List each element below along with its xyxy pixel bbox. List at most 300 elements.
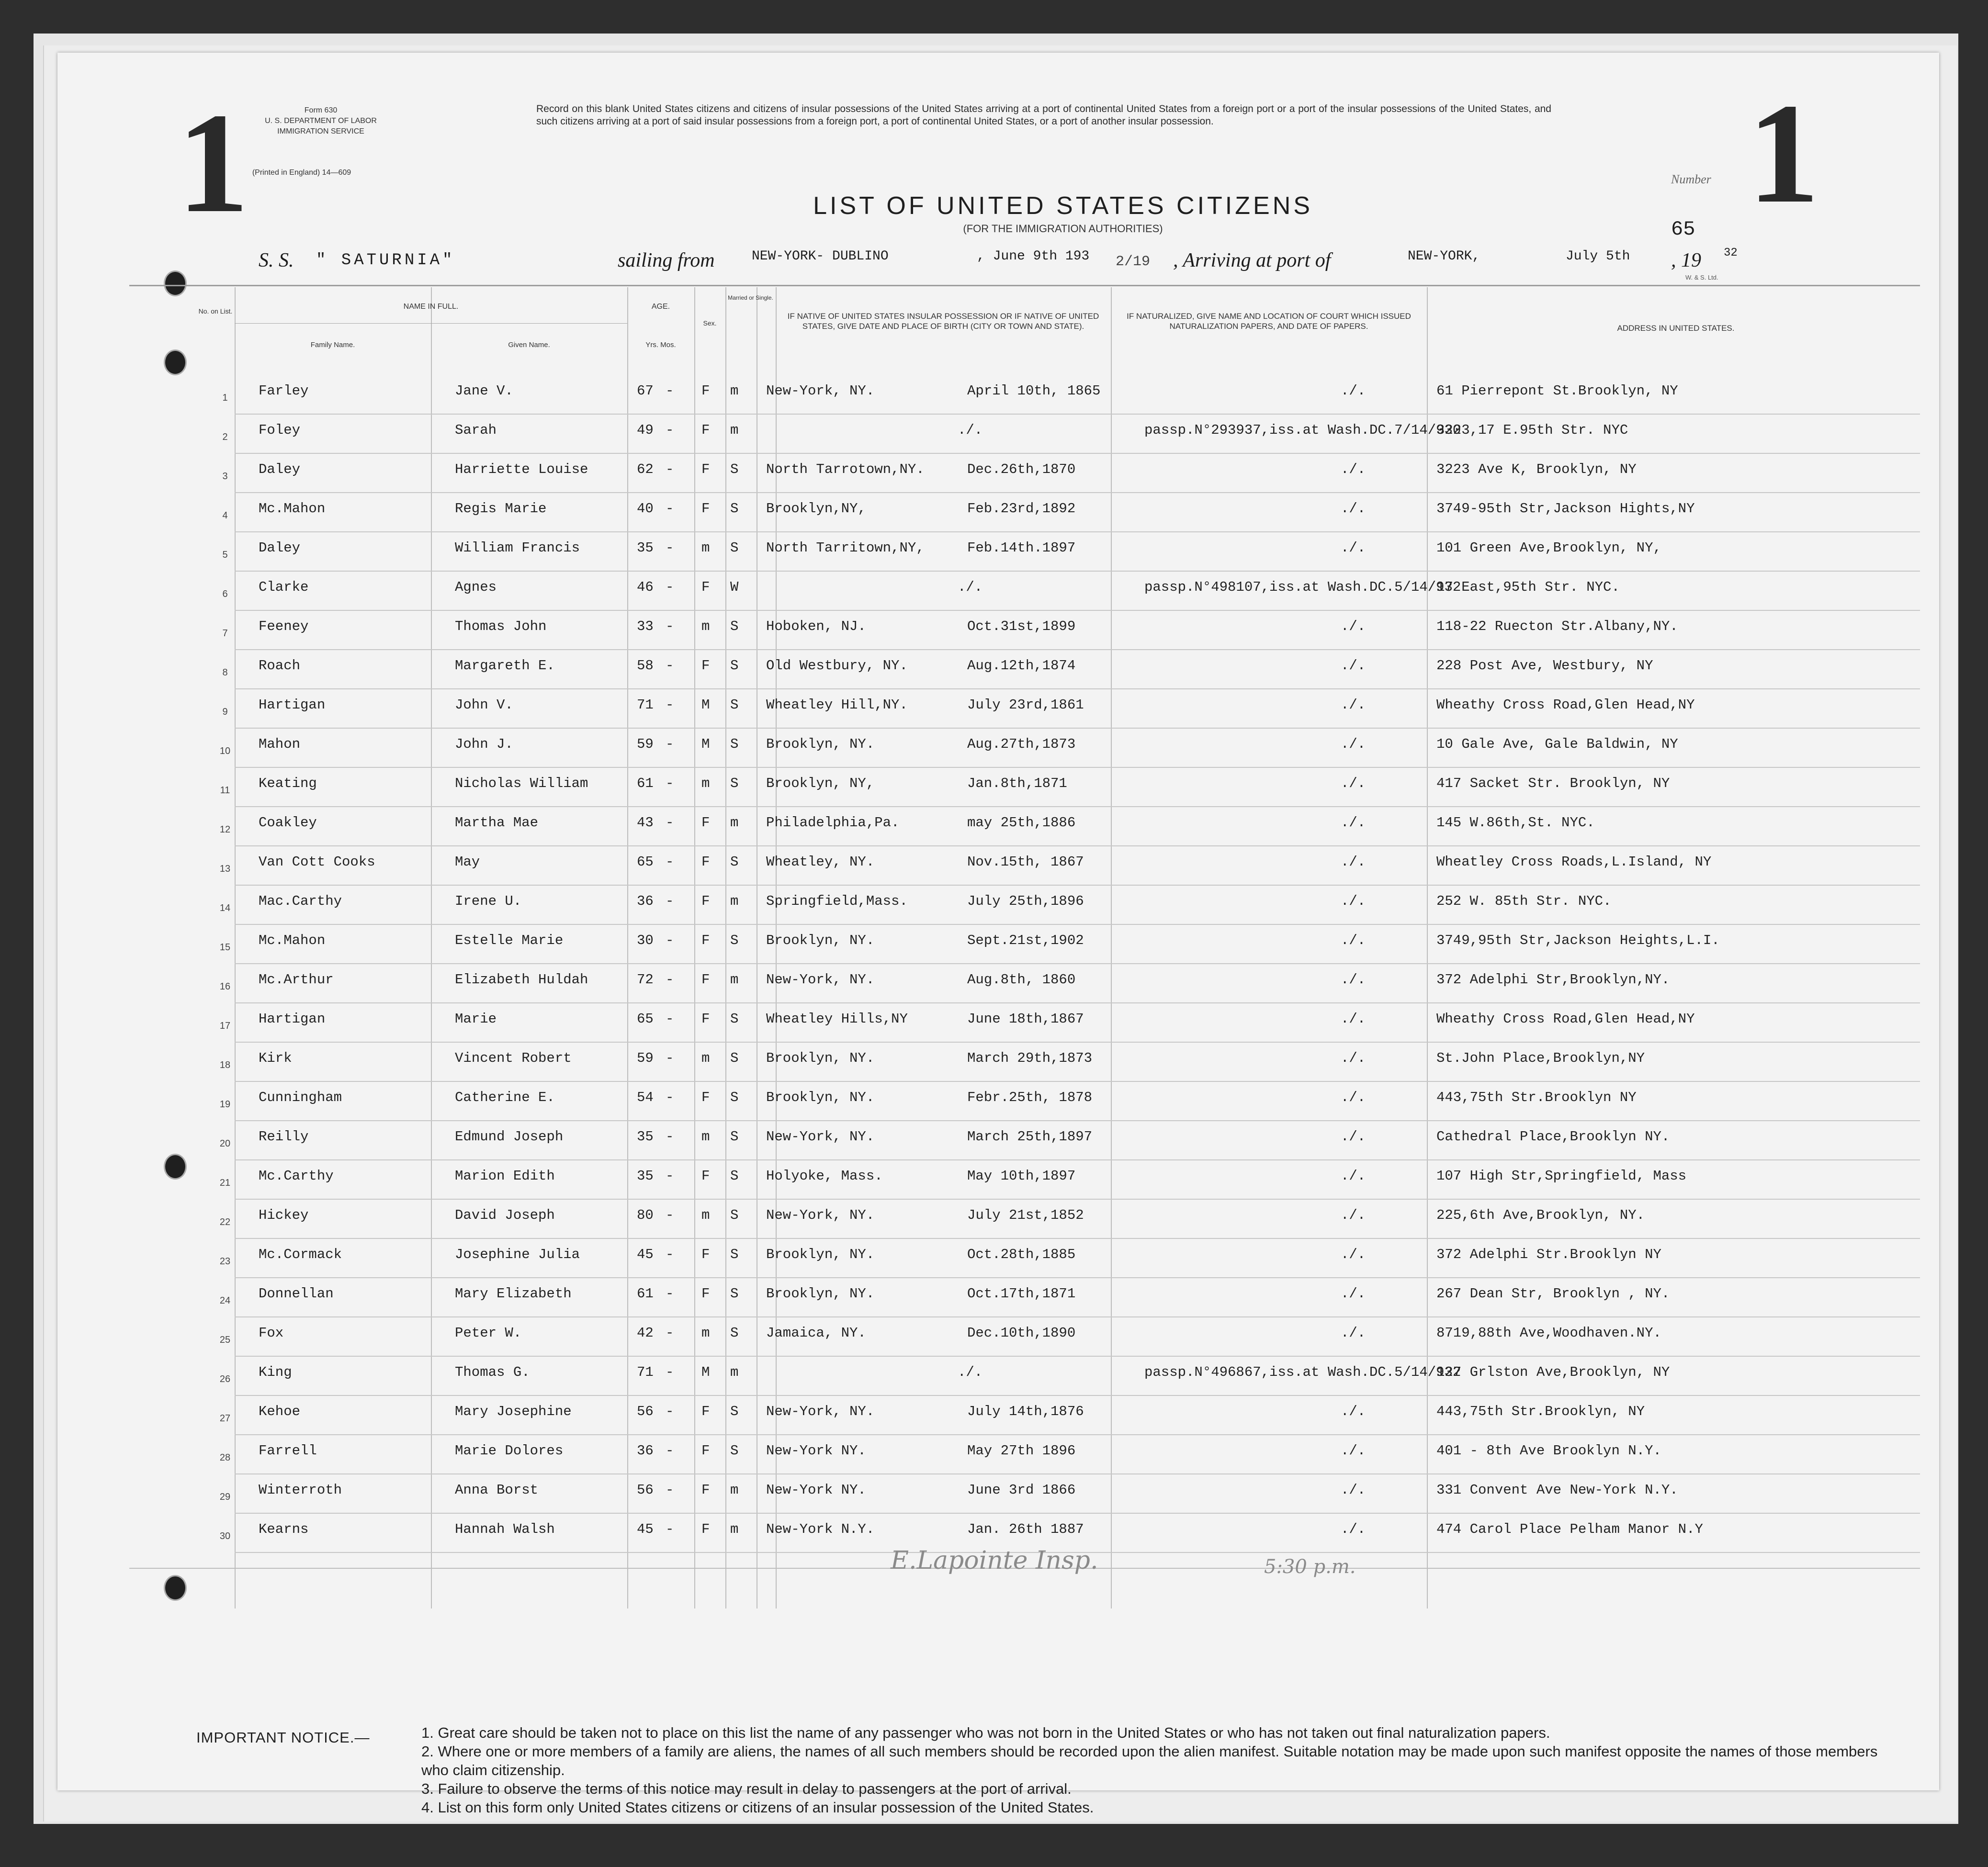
row-rule (235, 963, 1920, 964)
table-row (57, 574, 1939, 611)
cell-given: Estelle Marie (455, 933, 564, 948)
year-label: , 19 (1671, 249, 1701, 271)
cell-age: 62 (637, 461, 654, 477)
cell-family: Hartigan (259, 1011, 326, 1027)
cell-addr: 3223 Ave K, Brooklyn, NY (1436, 461, 1637, 477)
cell-nat: ./. (1341, 461, 1366, 477)
cell-sex: F (701, 815, 710, 831)
cell-ms: S (730, 1207, 739, 1223)
cell-ms: m (730, 893, 739, 909)
cell-nat: ./. (1341, 1286, 1366, 1302)
row-rule (235, 531, 1920, 532)
row-number: 9 (222, 707, 228, 717)
cell-mos: - (666, 658, 674, 674)
header-yrs-mos: Yrs. Mos. (645, 341, 676, 349)
cell-age: 71 (637, 1364, 654, 1380)
cell-date: Nov.15th, 1867 (967, 854, 1084, 870)
row-rule (235, 610, 1920, 611)
sailing-from: NEW-YORK- DUBLINO (752, 249, 889, 264)
row-rule (235, 1356, 1920, 1357)
cell-ms: S (730, 1325, 739, 1341)
cell-addr: 118-22 Ruecton Str.Albany,NY. (1436, 619, 1678, 634)
cell-place: Philadelphia,Pa. (766, 815, 900, 831)
cell-nat: ./. (1341, 1521, 1366, 1537)
header-given: Given Name. (508, 341, 550, 349)
cell-given: Anna Borst (455, 1482, 539, 1498)
cell-place: Holyoke, Mass. (766, 1168, 883, 1184)
cell-place: Brooklyn, NY. (766, 1286, 875, 1302)
cell-date: July 25th,1896 (967, 893, 1084, 909)
cell-date: Oct.28th,1885 (967, 1247, 1076, 1262)
cell-addr: 252 W. 85th Str. NYC. (1436, 893, 1612, 909)
row-rule (235, 1002, 1920, 1003)
table-row (57, 1085, 1939, 1121)
cell-given: Mary Elizabeth (455, 1286, 572, 1302)
cell-nat: ./. (1341, 1404, 1366, 1419)
cell-addr: 107 High Str,Springfield, Mass (1436, 1168, 1687, 1184)
cell-date: July 21st,1852 (967, 1207, 1084, 1223)
cell-place: New-York, NY. (766, 1404, 875, 1419)
cell-family: Mac.Carthy (259, 893, 342, 909)
table-row (57, 889, 1939, 925)
cell-family: Foley (259, 422, 301, 438)
cell-ms: S (730, 776, 739, 791)
cell-given: Hannah Walsh (455, 1521, 555, 1537)
page-subtitle: (FOR THE IMMIGRATION AUTHORITIES) (963, 223, 1163, 235)
row-rule (235, 1159, 1920, 1160)
cell-place: Jamaica, NY. (766, 1325, 866, 1341)
cell-addr: Wheathy Cross Road,Glen Head,NY (1436, 1011, 1695, 1027)
table-row (57, 1046, 1939, 1082)
cell-nat: ./. (1341, 501, 1366, 517)
cell-given: Jane V. (455, 383, 513, 399)
cell-mos: - (666, 1050, 674, 1066)
arrival-port: NEW-YORK, (1408, 249, 1480, 264)
row-number: 4 (222, 510, 228, 521)
row-number: 14 (219, 903, 231, 913)
cell-ms: S (730, 1443, 739, 1459)
row-number: 17 (219, 1021, 231, 1031)
table-row (57, 1281, 1939, 1317)
cell-date: March 25th,1897 (967, 1129, 1093, 1145)
cell-given: John V. (455, 697, 513, 713)
cell-family: Mc.Cormack (259, 1247, 342, 1262)
printer-mark: W. & S. Ltd. (1685, 274, 1718, 281)
cell-given: Vincent Robert (455, 1050, 572, 1066)
manifest-page (57, 53, 1939, 1816)
cell-sex: F (701, 1090, 710, 1105)
cell-family: Cunningham (259, 1090, 342, 1105)
cell-mos: - (666, 1168, 674, 1184)
cell-mos: - (666, 1521, 674, 1537)
row-number: 25 (219, 1335, 231, 1345)
cell-age: 45 (637, 1521, 654, 1537)
cell-place: Brooklyn, NY. (766, 1090, 875, 1105)
cell-date: Aug.27th,1873 (967, 736, 1076, 752)
cell-addr: 417 Sacket Str. Brooklyn, NY (1436, 776, 1670, 791)
cell-family: Farley (259, 383, 309, 399)
cell-mos: - (666, 1207, 674, 1223)
cell-sex: F (701, 933, 710, 948)
cell-sex: F (701, 1168, 710, 1184)
page-title: LIST OF UNITED STATES CITIZENS (813, 192, 1313, 220)
cell-date: ./. (958, 422, 983, 438)
cell-sex: m (701, 1050, 710, 1066)
cell-addr: 127 Grlston Ave,Brooklyn, NY (1436, 1364, 1670, 1380)
cell-given: John J. (455, 736, 513, 752)
table-row (57, 614, 1939, 650)
cell-mos: - (666, 540, 674, 556)
cell-date: ./. (958, 579, 983, 595)
cell-sex: m (701, 776, 710, 791)
cell-family: Coakley (259, 815, 317, 831)
row-rule (235, 1199, 1920, 1200)
notice-item: 3. Failure to observe the terms of this notice may result in delay to passengers at the port of arrival. (421, 1780, 1072, 1797)
cell-date: ./. (958, 1364, 983, 1380)
cell-place: New-York, NY. (766, 972, 875, 988)
cell-family: King (259, 1364, 292, 1380)
cell-given: Regis Marie (455, 501, 547, 517)
cell-mos: - (666, 461, 674, 477)
row-number: 12 (219, 824, 231, 835)
cell-sex: F (701, 461, 710, 477)
header-subrule (235, 323, 627, 324)
cell-date: May 10th,1897 (967, 1168, 1076, 1184)
row-number: 22 (219, 1217, 231, 1227)
notice-item: 4. List on this form only United States citizens or citizens of an insular possession of the United States. (421, 1799, 1094, 1816)
cell-age: 36 (637, 893, 654, 909)
cell-ms: m (730, 1521, 739, 1537)
notice-item: 2. Where one or more members of a family are aliens, the names of all such members should be recorded upon the alien manifest. Suitable notation may be made upon such manifest opposite the names of those members who claim citizenship. (421, 1743, 1878, 1778)
cell-ms: S (730, 736, 739, 752)
cell-ms: W (730, 579, 739, 595)
cell-age: 33 (637, 619, 654, 634)
list-number-left: 1 (177, 83, 249, 242)
table-row (57, 496, 1939, 532)
cell-ms: m (730, 422, 739, 438)
cell-ms: S (730, 461, 739, 477)
cell-given: Irene U. (455, 893, 522, 909)
cell-ms: S (730, 1286, 739, 1302)
cell-ms: m (730, 972, 739, 988)
cell-mos: - (666, 893, 674, 909)
cell-sex: m (701, 619, 710, 634)
cell-age: 72 (637, 972, 654, 988)
arrival-date: July 5th (1566, 249, 1630, 264)
row-rule (235, 806, 1920, 807)
cell-age: 35 (637, 540, 654, 556)
cell-mos: - (666, 736, 674, 752)
row-number: 10 (219, 746, 231, 756)
header-married: Married or Single. (728, 294, 773, 301)
cell-addr: 372 Adelphi Str,Brooklyn,NY. (1436, 972, 1670, 988)
cell-sex: F (701, 1286, 710, 1302)
cell-ms: S (730, 1090, 739, 1105)
cell-nat: ./. (1341, 619, 1366, 634)
cell-ms: m (730, 1364, 739, 1380)
cell-ms: S (730, 501, 739, 517)
punch-hole (164, 270, 187, 296)
cell-place: Springfield,Mass. (766, 893, 908, 909)
signature-time: 5:30 p.m. (1264, 1556, 1356, 1578)
table-row (57, 1124, 1939, 1160)
cell-sex: m (701, 1207, 710, 1223)
cell-family: Mc.Arthur (259, 972, 334, 988)
row-number: 16 (219, 981, 231, 992)
table-top-rule (129, 285, 1920, 286)
form-block (235, 105, 407, 137)
service-label: IMMIGRATION SERVICE (277, 127, 364, 135)
row-rule (235, 1042, 1920, 1043)
cell-sex: F (701, 1011, 710, 1027)
cell-addr: 17 East,95th Str. NYC. (1436, 579, 1620, 595)
table-row (57, 692, 1939, 729)
list-number-right: 1 (1748, 74, 1819, 233)
cell-given: Agnes (455, 579, 497, 595)
cell-given: Margareth E. (455, 658, 555, 674)
table-row (57, 653, 1939, 689)
cell-mos: - (666, 1482, 674, 1498)
cell-nat: ./. (1341, 893, 1366, 909)
table-row (57, 731, 1939, 768)
cell-date: Dec.10th,1890 (967, 1325, 1076, 1341)
cell-nat: ./. (1341, 736, 1366, 752)
cell-addr: 474 Carol Place Pelham Manor N.Y (1436, 1521, 1703, 1537)
table-row (57, 457, 1939, 493)
form-label: Form 630 (304, 106, 338, 114)
cell-mos: - (666, 933, 674, 948)
cell-mos: - (666, 383, 674, 399)
cell-place: North Tarritown,NY, (766, 540, 925, 556)
cell-date: Aug.8th, 1860 (967, 972, 1076, 988)
row-rule (235, 1081, 1920, 1082)
row-rule (235, 728, 1920, 729)
cell-age: 35 (637, 1129, 654, 1145)
cell-addr: 3223,17 E.95th Str. NYC (1436, 422, 1628, 438)
cell-family: Keating (259, 776, 317, 791)
cell-age: 40 (637, 501, 654, 517)
cell-family: Kearns (259, 1521, 309, 1537)
cell-age: 45 (637, 1247, 654, 1262)
row-number: 18 (219, 1060, 231, 1070)
cell-place: Wheatley Hills,NY (766, 1011, 908, 1027)
cell-family: Kirk (259, 1050, 292, 1066)
notice-item: 1. Great care should be taken not to place on this list the name of any passenger who was not born in the United States or who has not taken out final naturalization papers. (421, 1724, 1550, 1741)
cell-ms: m (730, 383, 739, 399)
cell-family: Donnellan (259, 1286, 334, 1302)
cell-age: 61 (637, 776, 654, 791)
ship-name: " SATURNIA" (316, 251, 455, 270)
row-number: 28 (219, 1452, 231, 1463)
cell-place: Brooklyn, NY. (766, 1050, 875, 1066)
cell-mos: - (666, 815, 674, 831)
cell-nat: ./. (1341, 1050, 1366, 1066)
row-rule (235, 688, 1920, 689)
row-rule (235, 492, 1920, 493)
row-rule (235, 1316, 1920, 1317)
cell-nat: ./. (1341, 1443, 1366, 1459)
table-row (57, 1163, 1939, 1200)
cell-family: Hickey (259, 1207, 309, 1223)
cell-age: 30 (637, 933, 654, 948)
notice-list (196, 1723, 1901, 1817)
cell-ms: S (730, 933, 739, 948)
cell-date: Feb.14th.1897 (967, 540, 1076, 556)
cell-date: Jan.8th,1871 (967, 776, 1067, 791)
row-rule (235, 1238, 1920, 1239)
row-rule (235, 1395, 1920, 1396)
cell-sex: m (701, 1325, 710, 1341)
printed-label: (Printed in England) 14—609 (252, 169, 351, 177)
cell-age: 65 (637, 854, 654, 870)
cell-age: 43 (637, 815, 654, 831)
cell-given: Thomas G. (455, 1364, 530, 1380)
cell-addr: St.John Place,Brooklyn,NY (1436, 1050, 1645, 1066)
cell-age: 67 (637, 383, 654, 399)
table-row (57, 417, 1939, 454)
important-notice (196, 1723, 1901, 1817)
cell-nat: ./. (1341, 1207, 1366, 1223)
table-row (57, 967, 1939, 1003)
cell-nat: ./. (1341, 776, 1366, 791)
cell-place: Hoboken, NJ. (766, 619, 866, 634)
cell-place: Brooklyn, NY. (766, 736, 875, 752)
cell-age: 49 (637, 422, 654, 438)
cell-place: Brooklyn, NY. (766, 1247, 875, 1262)
list-number-value: 65 (1671, 218, 1695, 241)
cell-sex: F (701, 501, 710, 517)
header-naturalized: IF NATURALIZED, GIVE NAME AND LOCATION OF COURT WHICH ISSUED NATURALIZATION PAPERS, AND DATE OF PAPERS. (1127, 312, 1411, 331)
cell-given: Josephine Julia (455, 1247, 580, 1262)
cell-given: Edmund Joseph (455, 1129, 564, 1145)
cell-place: New-York NY. (766, 1482, 866, 1498)
cell-mos: - (666, 422, 674, 438)
cell-given: Martha Mae (455, 815, 539, 831)
cell-nat: ./. (1341, 1129, 1366, 1145)
cell-addr: 372 Adelphi Str.Brooklyn NY (1436, 1247, 1661, 1262)
cell-given: Catherine E. (455, 1090, 555, 1105)
cell-given: David Joseph (455, 1207, 555, 1223)
cell-given: Marion Edith (455, 1168, 555, 1184)
cell-mos: - (666, 697, 674, 713)
cell-addr: 8719,88th Ave,Woodhaven.NY. (1436, 1325, 1661, 1341)
cell-date: Oct.31st,1899 (967, 619, 1076, 634)
row-rule (235, 845, 1920, 846)
cell-place: New-York, NY. (766, 1207, 875, 1223)
cell-addr: 443,75th Str.Brooklyn NY (1436, 1090, 1637, 1105)
cell-family: Mc.Mahon (259, 933, 326, 948)
cell-sex: F (701, 579, 710, 595)
cell-addr: 331 Convent Ave New-York N.Y. (1436, 1482, 1678, 1498)
header-sex: Sex. (703, 319, 717, 327)
cell-addr: Wheatley Cross Roads,L.Island, NY (1436, 854, 1712, 870)
row-rule (235, 924, 1920, 925)
cell-place: New-York NY. (766, 1443, 866, 1459)
table-row (57, 1006, 1939, 1043)
arrival-year: 32 (1724, 247, 1738, 259)
row-rule (235, 649, 1920, 650)
cell-addr: 443,75th Str.Brooklyn, NY (1436, 1404, 1645, 1419)
cell-family: Roach (259, 658, 301, 674)
row-number: 21 (219, 1178, 231, 1188)
cell-date: July 23rd,1861 (967, 697, 1084, 713)
cell-mos: - (666, 854, 674, 870)
cell-sex: M (701, 1364, 710, 1380)
row-number: 30 (219, 1531, 231, 1541)
row-rule (235, 1513, 1920, 1514)
row-number: 29 (219, 1492, 231, 1502)
row-number: 3 (222, 471, 228, 482)
cell-place: New-York, NY. (766, 1129, 875, 1145)
cell-addr: 401 - 8th Ave Brooklyn N.Y. (1436, 1443, 1661, 1459)
cell-place: Brooklyn, NY. (766, 933, 875, 948)
cell-family: Feeney (259, 619, 309, 634)
cell-ms: S (730, 1129, 739, 1145)
cell-age: 35 (637, 1168, 654, 1184)
cell-mos: - (666, 1011, 674, 1027)
table-row (57, 1242, 1939, 1278)
cell-sex: F (701, 854, 710, 870)
department-label: U. S. DEPARTMENT OF LABOR (265, 117, 377, 125)
cell-sex: F (701, 422, 710, 438)
header-address: ADDRESS IN UNITED STATES. (1617, 324, 1735, 333)
cell-addr: 61 Pierrepont St.Brooklyn, NY (1436, 383, 1678, 399)
cell-mos: - (666, 1129, 674, 1145)
cell-family: Winterroth (259, 1482, 342, 1498)
row-number: 23 (219, 1256, 231, 1267)
cell-nat: ./. (1341, 854, 1366, 870)
cell-mos: - (666, 1325, 674, 1341)
cell-place: Brooklyn,NY, (766, 501, 866, 517)
cell-sex: F (701, 972, 710, 988)
cell-age: 59 (637, 1050, 654, 1066)
arriving-label: , Arriving at port of (1173, 249, 1331, 271)
cell-nat: ./. (1341, 1011, 1366, 1027)
cell-nat: ./. (1341, 1325, 1366, 1341)
cell-date: may 25th,1886 (967, 815, 1076, 831)
table-row (57, 771, 1939, 807)
cell-age: 65 (637, 1011, 654, 1027)
header-native: IF NATIVE OF UNITED STATES INSULAR POSSESSION OR IF NATIVE OF UNITED STATES, GIVE DATE AND PLACE OF BIRTH (CITY OR TOWN AND STATE). (787, 312, 1099, 331)
table-row (57, 1360, 1939, 1396)
cell-nat: ./. (1341, 815, 1366, 831)
cell-sex: m (701, 1129, 710, 1145)
cell-family: Van Cott Cooks (259, 854, 375, 870)
cell-place: Brooklyn, NY, (766, 776, 875, 791)
cell-ms: m (730, 1482, 739, 1498)
row-rule (235, 767, 1920, 768)
punch-hole (164, 349, 187, 375)
cell-mos: - (666, 1247, 674, 1262)
row-number: 15 (219, 942, 231, 953)
cell-family: Mc.Mahon (259, 501, 326, 517)
cell-nat: ./. (1341, 1168, 1366, 1184)
cell-place: North Tarrotown,NY. (766, 461, 925, 477)
cell-date: Febr.25th, 1878 (967, 1090, 1093, 1105)
cell-date: Jan. 26th 1887 (967, 1521, 1084, 1537)
cell-date: Dec.26th,1870 (967, 461, 1076, 477)
cell-age: 36 (637, 1443, 654, 1459)
table-row (57, 378, 1939, 415)
cell-ms: S (730, 1247, 739, 1262)
cell-ms: S (730, 658, 739, 674)
sailing-label: sailing from (618, 249, 715, 271)
header-family: Family Name. (310, 341, 355, 349)
cell-addr: 3749,95th Str,Jackson Heights,L.I. (1436, 933, 1720, 948)
cell-given: William Francis (455, 540, 580, 556)
cell-date: Aug.12th,1874 (967, 658, 1076, 674)
header-age: AGE. (651, 303, 670, 311)
